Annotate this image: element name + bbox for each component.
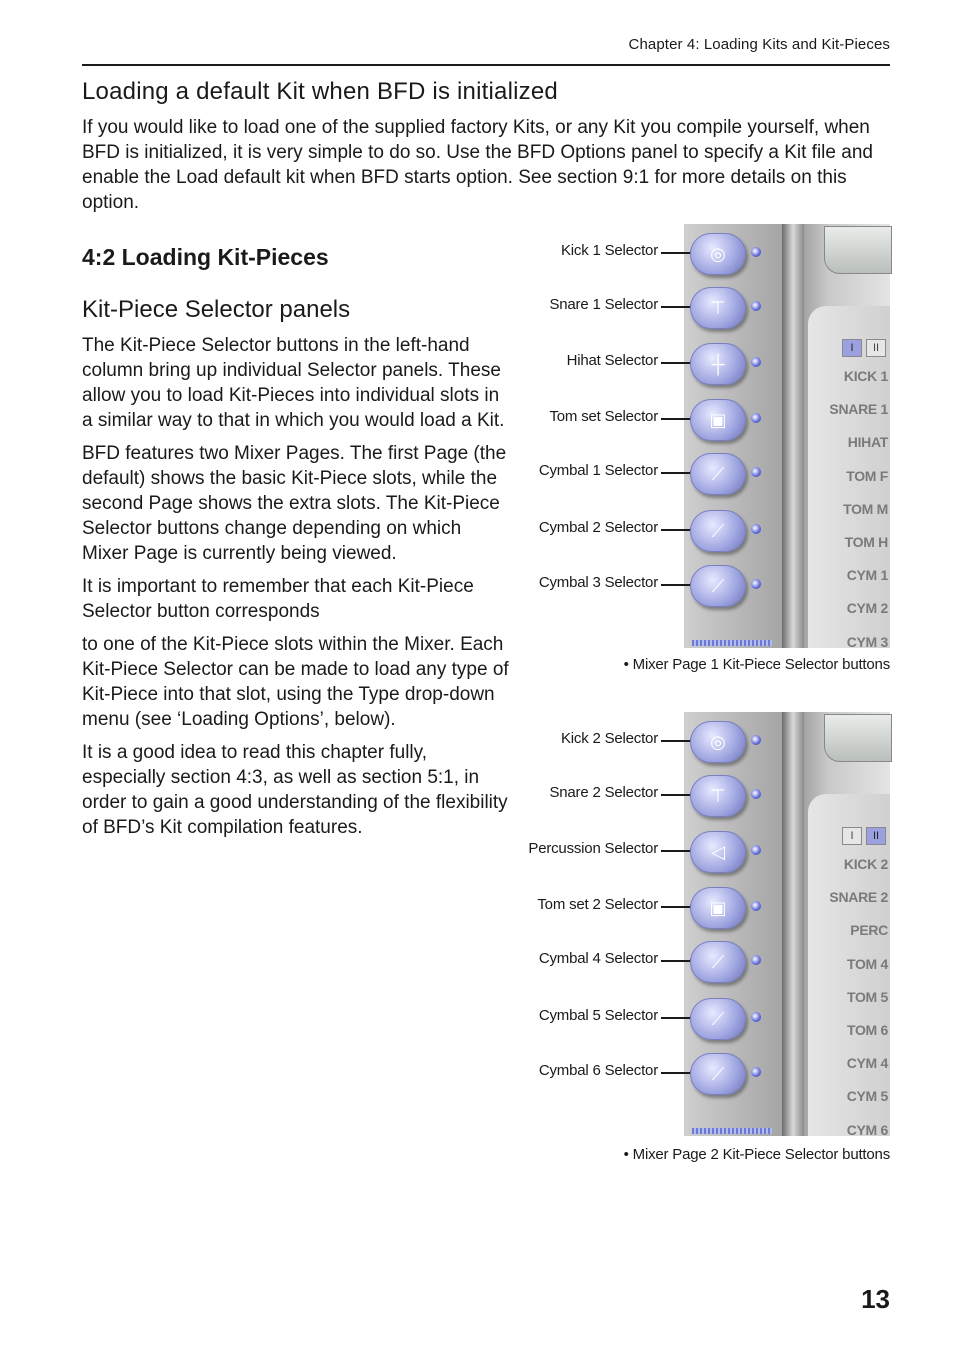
scroll-indicator[interactable] [692,1128,772,1134]
chapter-title: Chapter 4: Loading Kits and Kit-Pieces [628,36,890,53]
mixer-page-tab-2[interactable]: II [866,339,886,357]
snare-drum-icon: ⊤ [710,786,726,806]
cymbal-icon: ⟋ [711,1009,725,1029]
selector-row [520,396,890,446]
section-title-kit-pieces: 4:2 Loading Kit-Pieces [82,244,329,270]
selector-row [520,230,890,280]
kit-piece-slot-label[interactable]: CYM 6 [846,1121,888,1138]
callout-line [661,1072,691,1074]
kit-piece-selector-button[interactable] [690,831,746,873]
selector-label: Cymbal 6 Selector [538,1062,658,1079]
tom-set-icon: ▣ [709,898,727,918]
kick-drum-icon: ◎ [710,244,726,264]
selector-row [520,772,890,822]
kit-piece-selector-button[interactable] [690,399,746,441]
status-led-icon [751,579,761,589]
selector-label: Cymbal 3 Selector [538,574,658,591]
selector-label: Kick 1 Selector [560,242,658,259]
kit-piece-slot-label[interactable]: KICK 2 [843,856,888,872]
selector-label: Snare 1 Selector [549,296,658,313]
kit-piece-slot-label[interactable]: PERC [850,922,888,939]
status-led-icon [751,301,761,311]
kit-piece-slot-label[interactable]: CYM 3 [846,633,888,650]
cymbal-icon: ⟋ [711,1064,725,1084]
section-body-default-kit: If you would like to load one of the supplied factory Kits, or any Kit you compile yourself, when BFD is initialized, it is very simple to do so. Use the BFD Options panel to specify a Kit file and enable the Load default kit when BFD starts option. See section 9:1 for more details on this option. [82,117,873,213]
callout-line [661,362,691,364]
figure-mixer-page-2 [520,712,890,1163]
kit-piece-slot-label[interactable]: TOM F [846,467,888,484]
kit-piece-slot-label[interactable]: KICK 1 [843,368,888,384]
status-led-icon [751,413,761,423]
selector-row [520,562,890,612]
kit-piece-selector-button[interactable] [690,287,746,329]
kit-piece-selector-button[interactable] [690,343,746,385]
paragraph: to one of the Kit-Piece slots within the Mixer. Each Kit-Piece Selector can be made to load any type of Kit-Piece into that slot, using the Type drop-down menu (see ‘Loading Options’, below). [82,634,509,730]
percussion-icon: ◁ [711,842,725,862]
selector-row [520,1050,890,1100]
subsection-title-selector-panels: Kit-Piece Selector panels [82,296,351,323]
kit-piece-slot-label[interactable]: CYM 2 [846,600,888,617]
status-led-icon [751,467,761,477]
selector-label: Snare 2 Selector [549,784,658,801]
status-led-icon [751,357,761,367]
kit-piece-selector-button[interactable] [690,941,746,983]
selector-row [520,884,890,934]
hihat-icon: ┼ [711,354,725,374]
kit-piece-slot-label[interactable]: CYM 4 [846,1055,888,1072]
status-led-icon [751,789,761,799]
page-header [82,34,890,66]
cymbal-icon: ⟋ [711,952,725,972]
callout-line [661,740,691,742]
selector-row [520,718,890,768]
selector-label: Cymbal 5 Selector [538,1007,658,1024]
selector-row [520,828,890,878]
kit-piece-selector-button[interactable] [690,775,746,817]
selector-row [520,340,890,390]
kick-drum-icon: ◎ [710,732,726,752]
selector-row [520,995,890,1045]
selector-label: Hihat Selector [566,352,658,369]
mixer-page-tab-2[interactable]: II [866,827,886,845]
paragraph: It is a good idea to read this chapter fully, especially section 4:3, as well as section 5:1, in order to gain a good understanding of the flexibility of BFD’s Kit compilation features. [82,742,508,838]
kit-piece-selector-button[interactable] [690,510,746,552]
kit-piece-selector-button[interactable] [690,998,746,1040]
kit-piece-slot-label[interactable]: TOM M [843,500,888,517]
tom-set-icon: ▣ [709,410,727,430]
callout-line [661,1017,691,1019]
paragraph: The Kit-Piece Selector buttons in the left-hand column bring up individual Selector panels. These allow you to load Kit-Pieces into individual slots in a similar way to that in which you would load a Kit. [82,335,505,431]
paragraph: It is important to remember that each Kit-Piece Selector button corresponds [82,576,474,622]
body-column [82,333,512,848]
kit-piece-slot-label[interactable]: HIHAT [847,434,888,451]
kit-piece-slot-label[interactable]: SNARE 2 [829,889,888,906]
selector-row [520,507,890,557]
selector-label: Cymbal 1 Selector [538,462,658,479]
selector-label: Cymbal 2 Selector [538,519,658,536]
selector-label: Tom set 2 Selector [537,896,658,913]
callout-line [661,850,691,852]
paragraph: BFD features two Mixer Pages. The first Page (the default) shows the basic Kit-Piece slots, while the second Page shows the extra slots. The Kit-Piece Selector buttons change depending on which Mixer Page is currently being viewed. [82,443,507,564]
figure-caption: • Mixer Page 2 Kit-Piece Selector buttons [623,1146,890,1163]
status-led-icon [751,955,761,965]
status-led-icon [751,524,761,534]
kit-piece-selector-button[interactable] [690,887,746,929]
figure-mixer-page-1 [520,224,890,673]
kit-piece-selector-button[interactable] [690,721,746,763]
selector-row [520,450,890,500]
kit-piece-slot-label[interactable]: TOM 4 [846,955,888,972]
mixer-page-tab-1[interactable]: I [842,827,862,845]
selector-label: Kick 2 Selector [560,730,658,747]
kit-piece-slot-label[interactable]: SNARE 1 [829,401,888,418]
cymbal-icon: ⟋ [711,521,725,541]
mixer-page-tab-1[interactable]: I [842,339,862,357]
selector-row [520,938,890,988]
selector-label: Tom set Selector [549,408,658,425]
selector-label: Cymbal 4 Selector [538,950,658,967]
kit-piece-selector-button[interactable] [690,565,746,607]
callout-line [661,252,691,254]
status-led-icon [751,845,761,855]
kit-piece-slot-label[interactable]: TOM 6 [846,1021,888,1038]
kit-piece-slot-label[interactable]: TOM H [844,533,888,550]
status-led-icon [751,247,761,257]
section-title-default-kit: Loading a default Kit when BFD is initialized [82,78,558,105]
kit-piece-selector-button[interactable] [690,453,746,495]
kit-piece-selector-button[interactable] [690,233,746,275]
selector-row [520,284,890,334]
callout-line [661,418,691,420]
status-led-icon [751,1012,761,1022]
kit-piece-slot-label[interactable]: CYM 1 [846,567,888,584]
status-led-icon [751,1067,761,1077]
cymbal-icon: ⟋ [711,576,725,596]
kit-piece-selector-button[interactable] [690,1053,746,1095]
status-led-icon [751,901,761,911]
snare-drum-icon: ⊤ [710,298,726,318]
callout-line [661,306,691,308]
cymbal-icon: ⟋ [711,464,725,484]
scroll-indicator[interactable] [692,640,772,646]
figure-caption: • Mixer Page 1 Kit-Piece Selector buttons [623,656,890,673]
callout-line [661,472,691,474]
kit-piece-slot-label[interactable]: TOM 5 [846,988,888,1005]
callout-line [661,529,691,531]
callout-line [661,584,691,586]
kit-piece-slot-label[interactable]: CYM 5 [846,1088,888,1105]
page-number: 13 [861,1284,890,1314]
callout-line [661,794,691,796]
status-led-icon [751,735,761,745]
callout-line [661,906,691,908]
callout-line [661,960,691,962]
selector-label: Percussion Selector [528,840,658,857]
